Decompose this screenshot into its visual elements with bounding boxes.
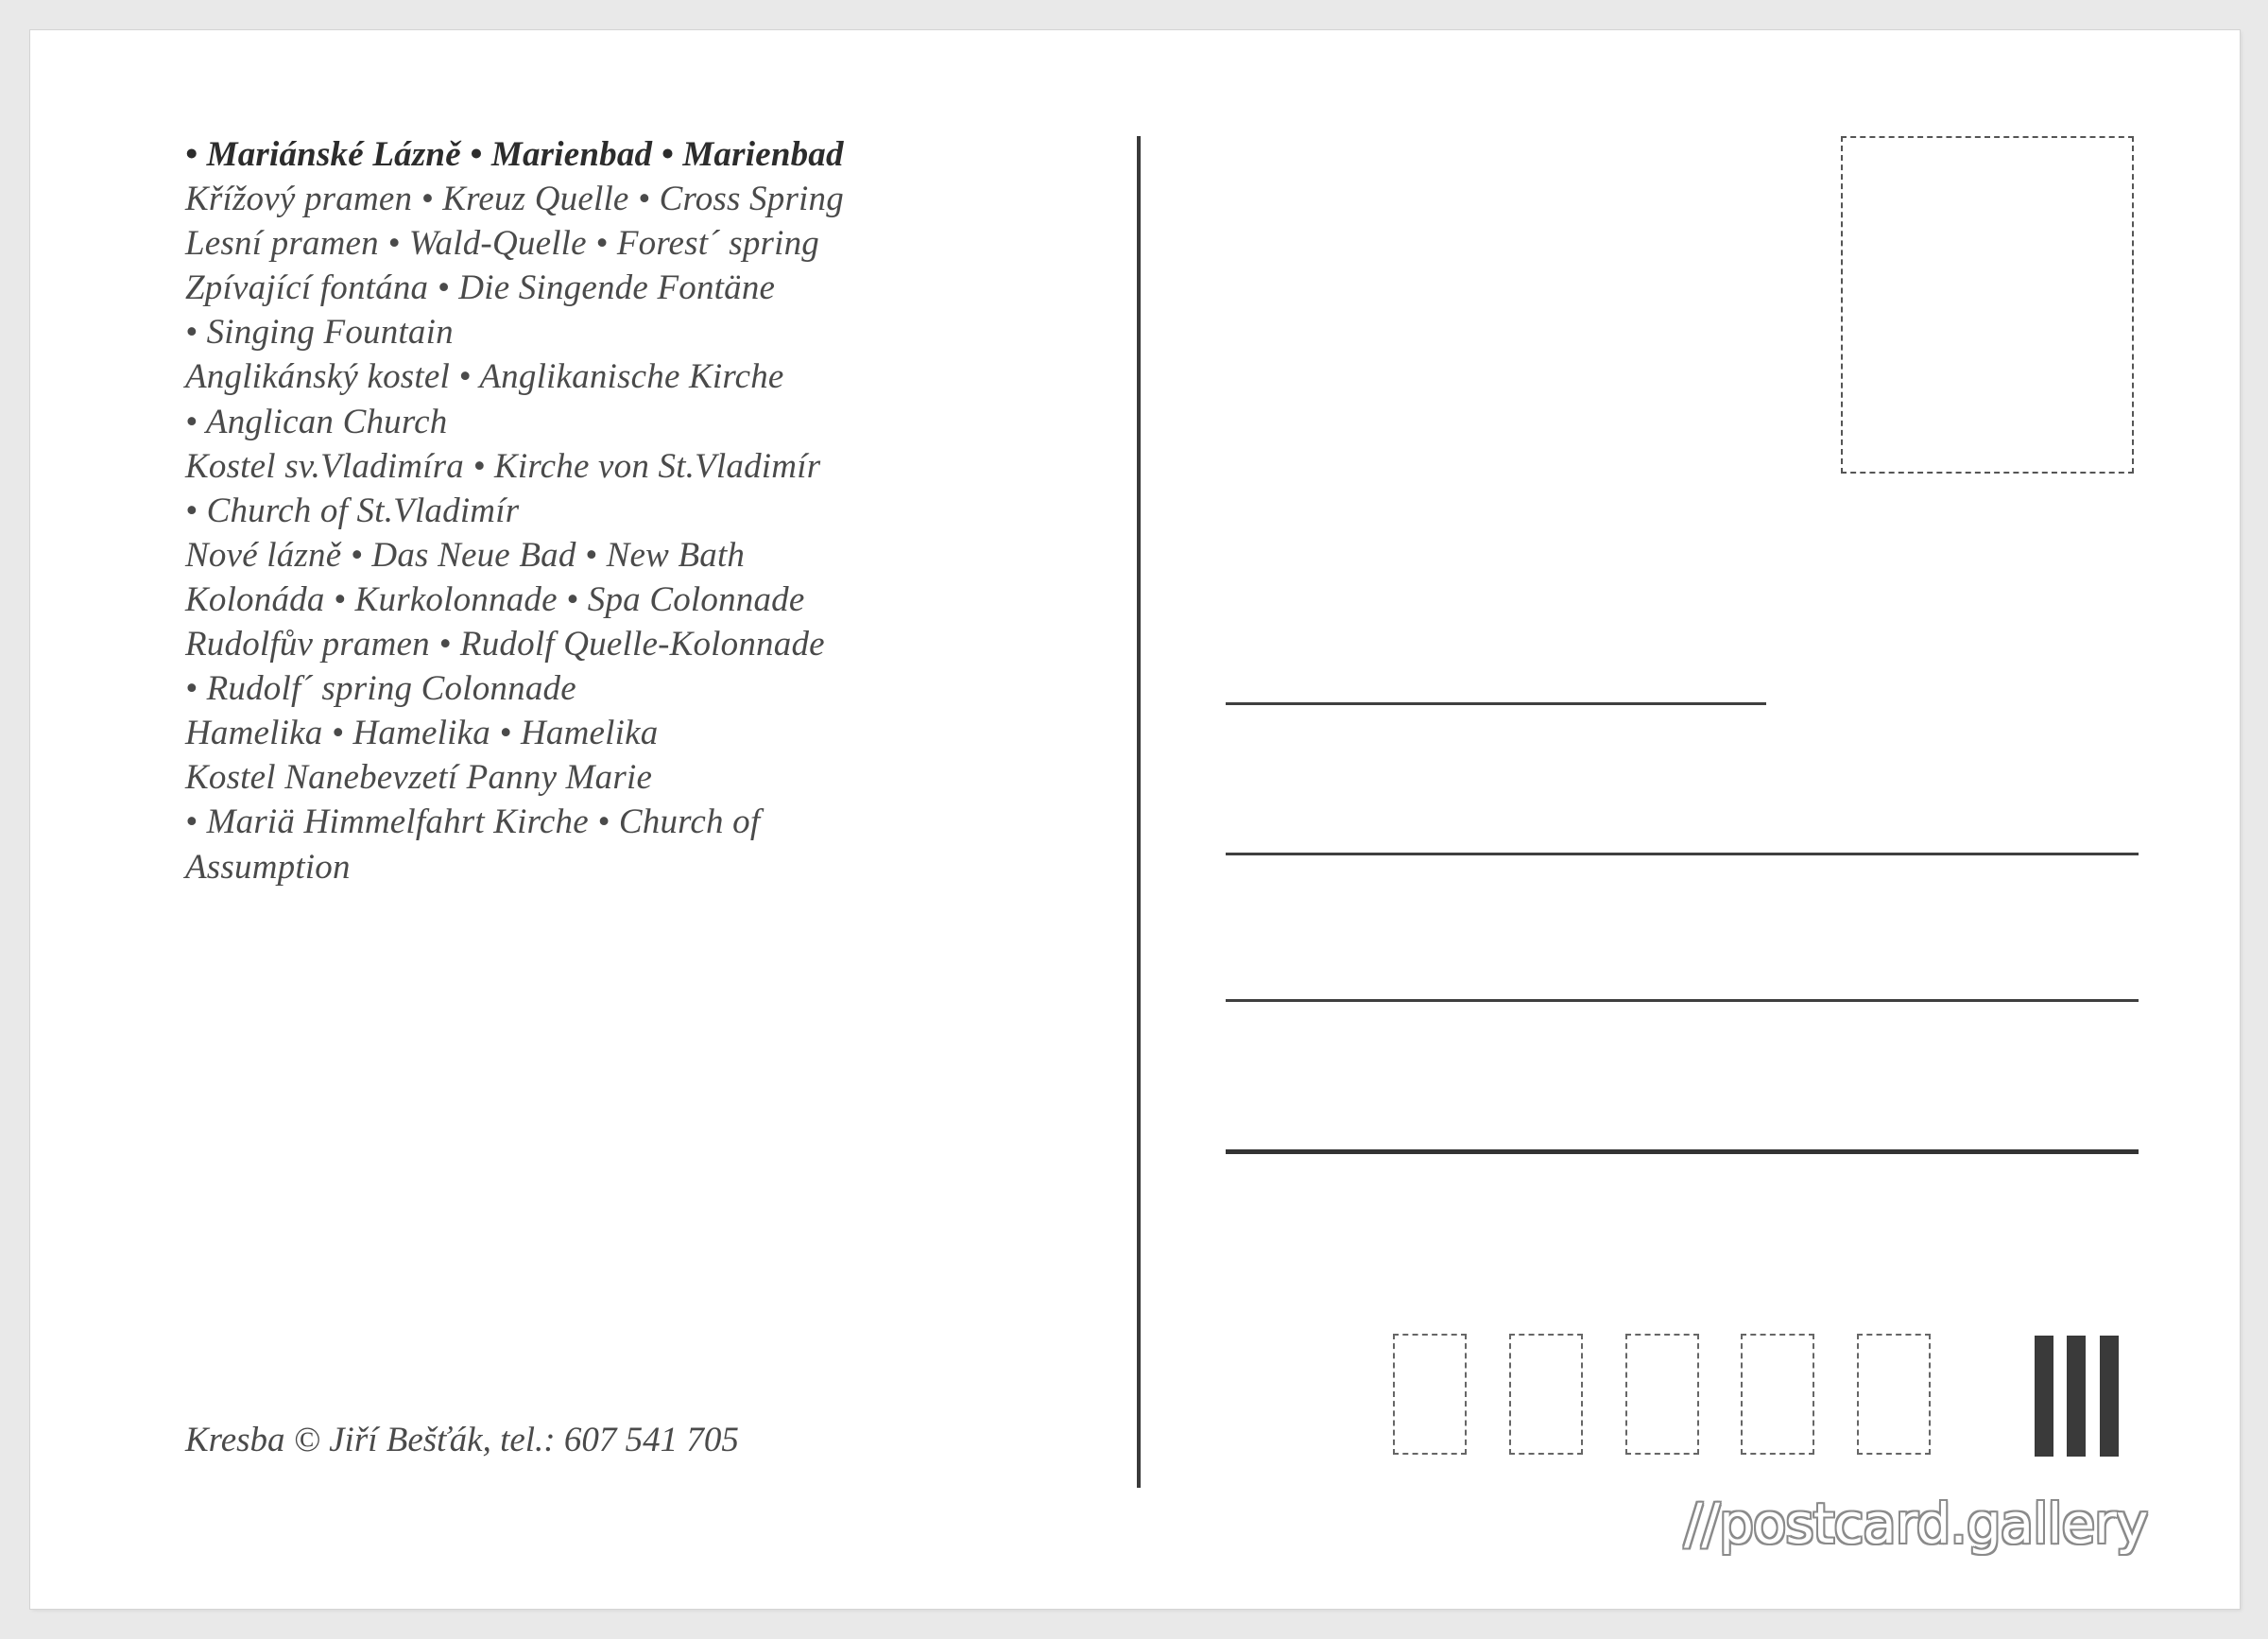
- caption-line: Assumption: [185, 847, 351, 887]
- address-line: [1226, 853, 2139, 855]
- postal-bar: [2100, 1336, 2119, 1457]
- caption-line: Rudolfův pramen • Rudolf Quelle-Kolonnade: [185, 625, 825, 664]
- caption-line: • Mariä Himmelfahrt Kirche • Church of: [185, 802, 761, 842]
- watermark-text: //postcard.gallery: [1684, 1492, 2148, 1556]
- postal-code-box: [1393, 1334, 1467, 1455]
- caption-line: Zpívající fontána • Die Singende Fontäne: [185, 268, 776, 308]
- postal-code-box: [1625, 1334, 1699, 1455]
- caption-line: Anglikánský kostel • Anglikanische Kirche: [185, 357, 784, 397]
- address-line: [1226, 999, 2139, 1002]
- stamp-placeholder: [1841, 136, 2134, 474]
- caption-line: • Singing Fountain: [185, 313, 454, 353]
- caption-line: Kolonáda • Kurkolonnade • Spa Colonnade: [185, 579, 805, 619]
- address-line: [1226, 702, 1766, 705]
- caption-line: Lesní pramen • Wald-Quelle • Forest´ spring: [185, 224, 820, 264]
- postal-bar: [2035, 1336, 2053, 1457]
- illustration-credit: Kresba © Jiří Bešťák, tel.: 607 541 705: [185, 1421, 739, 1459]
- postal-code-box: [1741, 1334, 1814, 1455]
- postcard-back: [30, 30, 2240, 1609]
- caption-line: • Rudolf´ spring Colonnade: [185, 669, 576, 709]
- center-divider: [1137, 136, 1141, 1488]
- address-line: [1226, 1149, 2139, 1154]
- caption-title: • Mariánské Lázně • Marienbad • Marienbad: [185, 135, 844, 174]
- postal-code-box: [1857, 1334, 1931, 1455]
- postal-code-box: [1509, 1334, 1583, 1455]
- postal-bar: [2067, 1336, 2086, 1457]
- caption-line: • Church of St.Vladimír: [185, 491, 520, 530]
- caption-line: • Anglican Church: [185, 402, 448, 441]
- caption-list: [185, 132, 960, 889]
- caption-line: Kostel sv.Vladimíra • Kirche von St.Vladimír: [185, 446, 821, 486]
- caption-line: Hamelika • Hamelika • Hamelika: [185, 714, 659, 753]
- caption-line: Křížový pramen • Kreuz Quelle • Cross Spring: [185, 180, 844, 219]
- caption-line: Nové lázně • Das Neue Bad • New Bath: [185, 535, 746, 575]
- caption-line: Kostel Nanebevzetí Panny Marie: [185, 758, 653, 798]
